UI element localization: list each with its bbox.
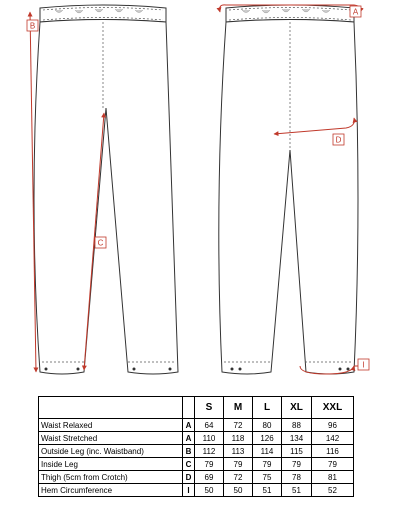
value-xxl: 79: [312, 458, 354, 471]
value-xl: 88: [282, 419, 312, 432]
marker-b: [27, 20, 38, 31]
svg-text:C: C: [97, 238, 104, 248]
value-xl: 115: [282, 445, 312, 458]
svg-text:I: I: [362, 360, 365, 370]
table-row: [39, 419, 354, 432]
table-row: [39, 445, 354, 458]
size-chart-table: [38, 396, 354, 497]
size-header-m: M: [224, 397, 253, 419]
size-header-xl: XL: [282, 397, 312, 419]
measurement-name: Thigh (5cm from Crotch): [39, 471, 183, 484]
value-s: 79: [195, 458, 224, 471]
value-l: 114: [253, 445, 282, 458]
table-row: [39, 471, 354, 484]
measurement-code: I: [183, 484, 195, 497]
table-row: [39, 432, 354, 445]
marker-a: [350, 6, 361, 17]
measurement-code: D: [183, 471, 195, 484]
value-s: 69: [195, 471, 224, 484]
table-row: [39, 458, 354, 471]
measurement-name: Inside Leg: [39, 458, 183, 471]
value-s: 64: [195, 419, 224, 432]
value-s: 50: [195, 484, 224, 497]
svg-text:A: A: [352, 7, 359, 17]
value-xxl: 81: [312, 471, 354, 484]
measurement-code: A: [183, 432, 195, 445]
measurement-code: A: [183, 419, 195, 432]
measurement-name: Waist Stretched: [39, 432, 183, 445]
measurement-name: Outside Leg (inc. Waistband): [39, 445, 183, 458]
value-m: 79: [224, 458, 253, 471]
value-l: 75: [253, 471, 282, 484]
measurement-name: Hem Circumference: [39, 484, 183, 497]
pants-back-body: [219, 20, 358, 375]
marker-i: [358, 359, 369, 370]
pants-front-body: [34, 20, 178, 375]
value-l: 79: [253, 458, 282, 471]
value-xl: 134: [282, 432, 312, 445]
size-header-xxl: XXL: [312, 397, 354, 419]
value-s: 110: [195, 432, 224, 445]
pants-back-outline: [219, 5, 358, 374]
value-l: 51: [253, 484, 282, 497]
size-header-s: S: [195, 397, 224, 419]
value-m: 72: [224, 419, 253, 432]
pants-front-outline: [34, 5, 178, 374]
value-xxl: 52: [312, 484, 354, 497]
header-blank: [39, 397, 183, 419]
header-code-blank: [183, 397, 195, 419]
value-l: 126: [253, 432, 282, 445]
value-xl: 79: [282, 458, 312, 471]
table-row: [39, 484, 354, 497]
value-xl: 51: [282, 484, 312, 497]
value-l: 80: [253, 419, 282, 432]
value-m: 118: [224, 432, 253, 445]
marker-c: [95, 237, 106, 248]
svg-text:D: D: [335, 135, 342, 145]
measurement-code: C: [183, 458, 195, 471]
size-header-l: L: [253, 397, 282, 419]
size-header-row: [39, 397, 354, 419]
value-m: 113: [224, 445, 253, 458]
value-xxl: 142: [312, 432, 354, 445]
value-xxl: 96: [312, 419, 354, 432]
value-xl: 78: [282, 471, 312, 484]
value-xxl: 116: [312, 445, 354, 458]
value-m: 72: [224, 471, 253, 484]
measurement-code: B: [183, 445, 195, 458]
marker-d: [333, 134, 344, 145]
value-m: 50: [224, 484, 253, 497]
svg-text:B: B: [29, 21, 36, 31]
value-s: 112: [195, 445, 224, 458]
measurement-name: Waist Relaxed: [39, 419, 183, 432]
